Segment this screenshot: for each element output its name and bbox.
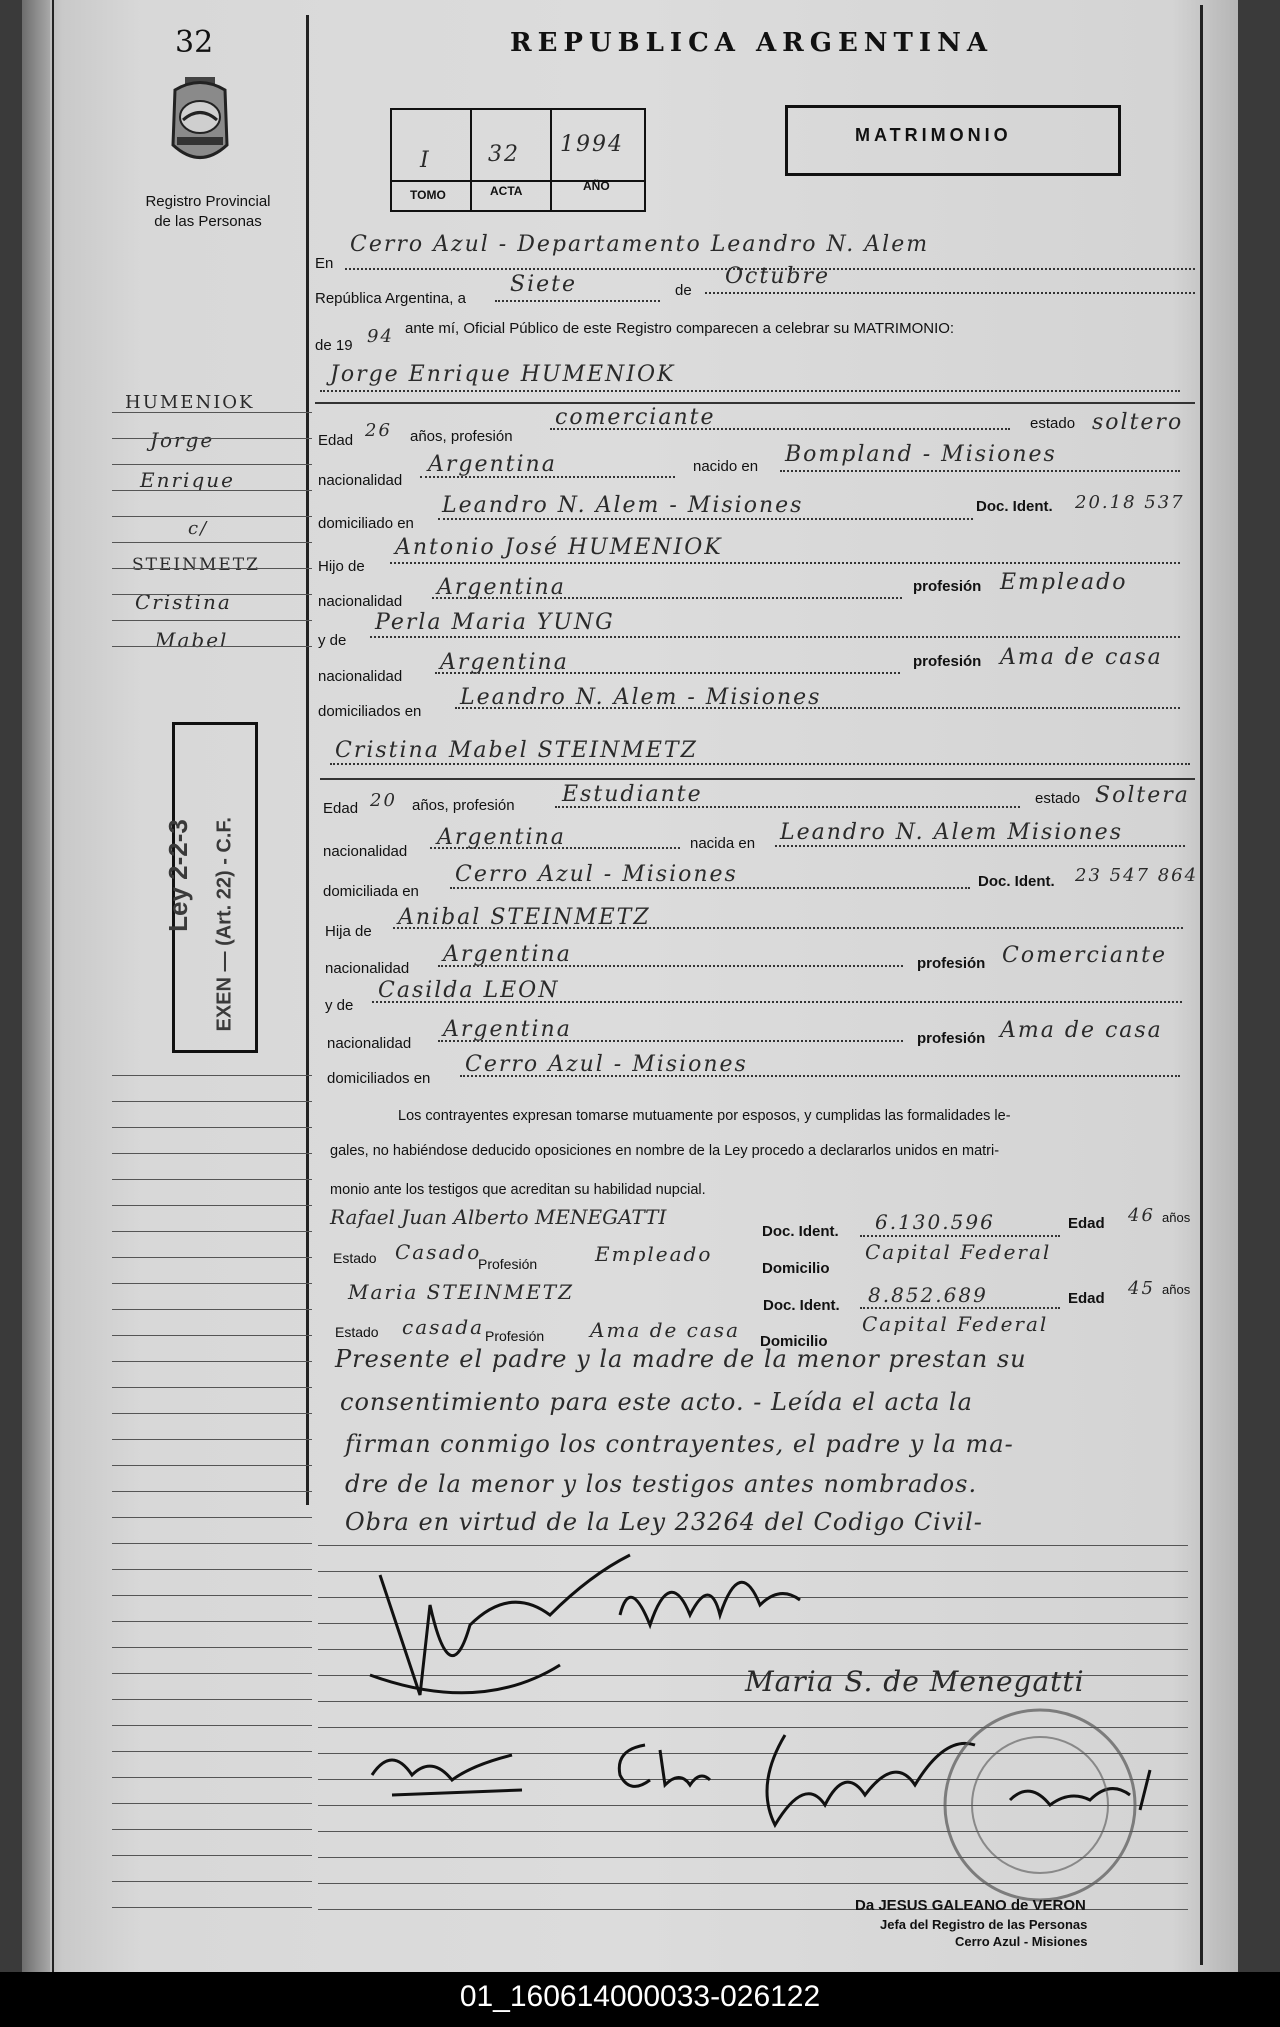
groom-padre-nac-line	[432, 597, 902, 599]
witness1-edad-label: Edad	[1068, 1215, 1105, 1232]
bride-signature	[610, 1730, 720, 1805]
officer-text: ante mí, Oficial Público de este Registro comparecen a celebrar su MATRIMONIO:	[405, 320, 955, 337]
republica-label: República Argentina, a	[315, 290, 466, 307]
witness1-prof: Empleado	[595, 1242, 713, 1266]
bride-padre: Anibal STEINMETZ	[398, 905, 651, 930]
bride-yde-label: y de	[325, 997, 354, 1014]
margin-ruling-middle	[112, 1075, 312, 1933]
groom-doc: 20.18 537	[1075, 492, 1185, 513]
margin-surname-groom: HUMENIOK	[125, 392, 255, 413]
margin-first-name-bride: Cristina	[135, 590, 232, 614]
groom-madre-prof-label: profesión	[913, 653, 982, 670]
witness2-dom-label: Domicilio	[760, 1333, 828, 1350]
bride-padre-nac-line	[438, 965, 903, 967]
bride-edad-label: Edad	[323, 800, 359, 817]
witness1-doc: 6.130.596	[875, 1210, 995, 1234]
month-line	[705, 292, 1195, 294]
groom-doc-label: Doc. Ident.	[976, 498, 1053, 515]
bride-nac: Argentina	[437, 825, 566, 850]
office-name: Registro Provincial de las Personas	[145, 193, 271, 230]
country-title: REPUBLICA ARGENTINA	[510, 28, 994, 58]
page-number: 32	[175, 25, 214, 60]
note-line-3: firman conmigo los contrayentes, el padre y la ma-	[345, 1430, 1014, 1458]
groom-madre-prof: Ama de casa	[1000, 645, 1163, 670]
witness2-anos-label: años	[1162, 1282, 1191, 1297]
bride-profesion: Estudiante	[562, 782, 703, 807]
groom-padre-prof: Empleado	[1000, 570, 1128, 595]
witness2-prof: Ama de casa	[590, 1318, 740, 1342]
witness1-dom-label: Domicilio	[762, 1260, 830, 1277]
groom-edad: 26	[365, 420, 392, 441]
bride-estado-label: estado	[1035, 790, 1081, 807]
bride-padre-nac: Argentina	[443, 942, 572, 967]
bride-anos-label: años, profesión	[412, 797, 515, 814]
groom-profesion: comerciante	[555, 405, 716, 430]
bride-madre-prof: Ama de casa	[1000, 1018, 1163, 1043]
acta-value: 32	[488, 142, 520, 167]
bride-madre-nac-line	[438, 1040, 903, 1042]
month: Octubre	[725, 264, 830, 289]
bride-dom-line	[450, 887, 970, 889]
tomo-label: TOMO	[410, 188, 446, 202]
bride-nacida: Leandro N. Alem Misiones	[780, 820, 1123, 845]
margin-ruling-top	[112, 412, 312, 672]
margin-first-name-groom: Jorge	[150, 428, 215, 452]
act-type: MATRIMONIO	[855, 125, 1012, 145]
witness2-estado: casada	[402, 1315, 485, 1339]
witness2-doc: 8.852.689	[868, 1283, 988, 1307]
en-label: En	[315, 255, 334, 272]
groom-dom-label: domiciliado en	[318, 515, 414, 532]
bride-nacida-label: nacida en	[690, 835, 756, 852]
witness1-estado: Casado	[395, 1240, 482, 1264]
declaration-line-1: Los contrayentes expresan tomarse mutuamente por esposos, y cumplidas las formalidades le-	[398, 1108, 1011, 1124]
bride-edad: 20	[370, 790, 397, 811]
year-suffix: 94	[367, 326, 394, 347]
witness1-doc-label: Doc. Ident.	[762, 1223, 839, 1240]
witness2-dom: Capital Federal	[862, 1312, 1049, 1336]
groom-padres-dom-label: domiciliados en	[318, 703, 422, 720]
provincial-seal-icon	[165, 75, 235, 175]
note-line-2: consentimiento para este acto. - Leída el acta la	[340, 1388, 973, 1416]
footer-label: 01_160614000033-026122	[459, 1980, 821, 2013]
bride-doc: 23 547 864	[1075, 865, 1199, 886]
officer-place: Cerro Azul - Misiones	[955, 1934, 1088, 1949]
witness2-estado-label: Estado	[335, 1324, 379, 1340]
groom-anos-label: años, profesión	[410, 428, 513, 445]
witness1-estado-label: Estado	[333, 1250, 377, 1266]
ano-value: 1994	[560, 132, 624, 157]
stamp-text-1: Ley 2-2-3	[162, 819, 193, 932]
bride-madre-prof-label: profesión	[917, 1030, 986, 1047]
witness1-dom: Capital Federal	[865, 1240, 1052, 1264]
father-signature	[610, 1555, 820, 1670]
official-seal-icon	[935, 1700, 1145, 1915]
bride-name: Cristina Mabel STEINMETZ	[335, 738, 698, 763]
ano-label: AÑO	[583, 179, 610, 193]
groom-madre-nac: Argentina	[440, 650, 569, 675]
note-line-1: Presente el padre y la madre de la menor prestan su	[335, 1345, 1027, 1373]
right-border-rule	[1200, 5, 1203, 1965]
left-binding-rule	[52, 0, 54, 1972]
witness1-edad: 46	[1128, 1205, 1155, 1226]
bride-nacida-line	[775, 845, 1185, 847]
year-prefix: de 19	[315, 337, 353, 354]
bride-madre: Casilda LEON	[378, 978, 560, 1003]
officer-name: Da JESUS GALEANO de VERON	[855, 1897, 1086, 1914]
bride-dom-label: domiciliada en	[323, 883, 419, 900]
groom-nac: Argentina	[428, 452, 557, 477]
groom-padres-dom: Leandro N. Alem - Misiones	[460, 685, 822, 710]
groom-estado: soltero	[1092, 410, 1184, 435]
witness1-prof-label: Profesión	[478, 1256, 538, 1272]
witness1-name: Rafael Juan Alberto MENEGATTI	[330, 1205, 667, 1229]
bride-estado: Soltera	[1095, 783, 1190, 808]
bride-padres-dom-line	[460, 1075, 1180, 1077]
groom-edad-label: Edad	[318, 432, 354, 449]
declaration-line-3: monio ante los testigos que acreditan su habilidad nupcial.	[330, 1182, 706, 1198]
groom-estado-label: estado	[1030, 415, 1076, 432]
groom-madre-line	[370, 636, 1180, 638]
note-line-4: dre de la menor y los testigos antes nombrados.	[345, 1470, 978, 1498]
witness1-doc-line	[860, 1235, 1060, 1237]
groom-padre-line	[390, 562, 1180, 564]
acta-label: ACTA	[490, 184, 523, 198]
place: Cerro Azul - Departamento Leandro N. Alem	[350, 232, 930, 257]
groom-nacido-line	[780, 470, 1180, 472]
de-label: de	[675, 282, 692, 299]
groom-madre: Perla Maria YUNG	[375, 610, 615, 635]
groom-yde-label: y de	[318, 632, 347, 649]
margin-conjunction: c/	[188, 518, 209, 539]
note-line-5: Obra en virtud de la Ley 23264 del Codigo Civil-	[345, 1508, 983, 1536]
officer-title: Jefa del Registro de las Personas	[880, 1917, 1088, 1932]
day-line	[495, 300, 660, 302]
bride-doc-label: Doc. Ident.	[978, 873, 1055, 890]
bride-name-line	[330, 763, 1190, 765]
groom-nacido: Bompland - Misiones	[785, 442, 1057, 467]
groom-nacido-label: nacido en	[693, 458, 759, 475]
stamp-text-2: EXEN — (Art. 22) - C.F.	[213, 817, 236, 1032]
margin-middle-name-bride: Mabel	[155, 628, 229, 652]
groom-divider	[315, 402, 1195, 404]
groom-dom-line	[438, 518, 973, 520]
witness2-doc-label: Doc. Ident.	[763, 1297, 840, 1314]
witness2-name: Maria STEINMETZ	[348, 1280, 574, 1304]
groom-padres-dom-line	[455, 707, 1180, 709]
witness2-doc-line	[860, 1307, 1060, 1309]
groom-prof-line	[550, 428, 1010, 430]
groom-padre: Antonio José HUMENIOK	[395, 535, 723, 560]
day: Siete	[510, 272, 577, 297]
tomo-value: I	[420, 148, 431, 173]
groom-name: Jorge Enrique HUMENIOK	[330, 362, 676, 387]
groom-madre-nac-line	[435, 672, 900, 674]
bride-hija-label: Hija de	[325, 923, 372, 940]
groom-nac-label: nacionalidad	[318, 472, 403, 489]
mother-signature	[362, 1735, 542, 1810]
groom-dom: Leandro N. Alem - Misiones	[442, 493, 804, 518]
margin-surname-bride: STEINMETZ	[132, 555, 260, 575]
bride-padre-line	[393, 927, 1183, 929]
groom-padre-nac-label: nacionalidad	[318, 593, 403, 610]
witness1-anos-label: años	[1162, 1210, 1191, 1225]
bride-dom: Cerro Azul - Misiones	[455, 862, 738, 887]
bride-padre-prof-label: profesión	[917, 955, 986, 972]
bride-nac-label: nacionalidad	[323, 843, 408, 860]
witness2-signature: Maria S. de Menegatti	[745, 1665, 1085, 1698]
bride-madre-nac-label: nacionalidad	[327, 1035, 412, 1052]
declaration-line-2: gales, no habiéndose deducido oposiciones en nombre de la Ley procedo a declararlos unidos en matri-	[330, 1143, 1000, 1159]
bride-madre-nac: Argentina	[443, 1017, 572, 1042]
groom-madre-nac-label: nacionalidad	[318, 668, 403, 685]
bride-prof-line	[555, 806, 1020, 808]
bride-divider	[320, 778, 1195, 780]
groom-hijo-label: Hijo de	[318, 558, 365, 575]
bride-madre-line	[372, 1001, 1182, 1003]
groom-padre-prof-label: profesión	[913, 578, 982, 595]
margin-middle-name-groom: Enrique	[140, 468, 235, 492]
bride-padres-dom-label: domiciliados en	[327, 1070, 431, 1087]
bride-padres-dom: Cerro Azul - Misiones	[465, 1052, 748, 1077]
witness2-prof-label: Profesión	[485, 1328, 545, 1344]
bride-padre-prof: Comerciante	[1002, 943, 1167, 968]
binding-edge	[22, 0, 50, 1972]
groom-padre-nac: Argentina	[437, 575, 566, 600]
groom-nac-line	[420, 476, 675, 478]
bride-padre-nac-label: nacionalidad	[325, 960, 410, 977]
witness2-edad-label: Edad	[1068, 1290, 1105, 1307]
bride-nac-line	[430, 847, 680, 849]
groom-name-line	[320, 390, 1180, 392]
witness2-edad: 45	[1128, 1278, 1155, 1299]
